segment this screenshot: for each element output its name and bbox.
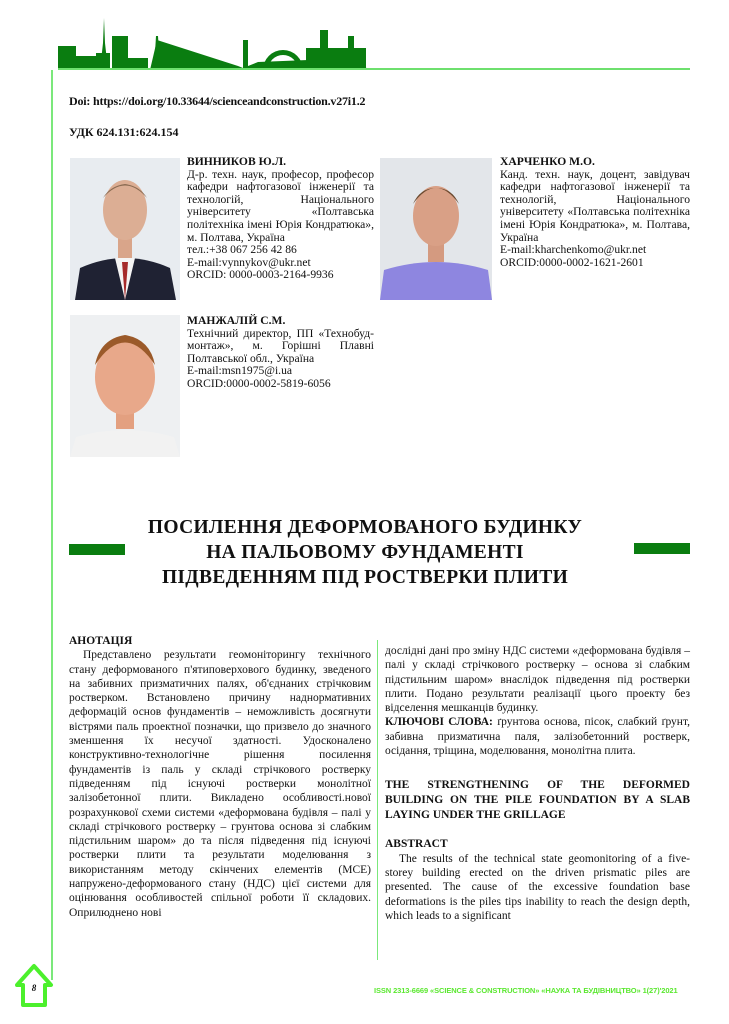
title-accent-bar-right xyxy=(634,543,690,554)
journal-footer: ISSN 2313-6669 «SCIENCE & CONSTRUCTION» «НАУКА ТА БУДІВНИЦТВО» 1(27)'2021 xyxy=(374,986,678,995)
title-line: НА ПАЛЬОВОМУ ФУНДАМЕНТІ xyxy=(206,542,524,563)
annotation-text: Представлено результати геомоніторингу технічного стану деформованого п'ятиповерхового будинку, зведеного на забивних призматичних палях, об'єднаних стрічковим ростверком. Встановлено причину наднормативних деформацій основ фундаментів – неможливість досягнути вістрями паль проектної позначки, що призвело до значного зменшення їх несучої здатності. Удосконалено конструктивно-технологічне рішення посилення фундаментів із паль у складі стрічкового ростверку підведенням під існуючі ростверки монолітної залізобетонної плити. Викладено особливості.нової розрахункової схеми системи «деформована будівля – палі у складі стрічкового ростверку – грунтова основа зі слабким підстильним шаром» до та після підведення під існуючі ростверки плити та результати моделювання з використанням методу скінчених елементів (МСЕ) напружено-деформованого стану (НДС) цієї системи для оцінювання особливостей спільної роботи її складових. Оприлюднено нові xyxy=(69,649,371,919)
author-name: МАНЖАЛІЙ С.М. xyxy=(187,314,286,327)
author-orcid[interactable]: ORCID:0000-0002-1621-2601 xyxy=(500,255,644,269)
author-phone: тел.:+38 067 256 42 86 xyxy=(187,243,297,257)
author-orcid[interactable]: ORCID: 0000-0003-2164-9936 xyxy=(187,268,334,282)
doi-link[interactable]: Doi: https://doi.org/10.33644/scienceandconstruction.v27i1.2 xyxy=(69,94,366,108)
author-card-vynnykov xyxy=(187,156,374,282)
header-rule xyxy=(58,68,690,70)
author-affiliation: Д-р. техн. наук, професор, професор кафедри нафтогазової інженерії та технологій, Національного університету «Полтавська політехніка імені Юрія Кондратюка», м. Полтава, Україна xyxy=(187,167,374,244)
annotation-column-1 xyxy=(69,634,371,920)
author-orcid[interactable]: ORCID:0000-0002-5819-6056 xyxy=(187,376,331,390)
article-title xyxy=(100,515,630,590)
author-card-kharchenko xyxy=(500,156,690,269)
udk-code: УДК 624.131:624.154 xyxy=(69,125,179,139)
abstract-text: The results of the technical state geomonitoring of a five-storey building erected on the driven prismatic piles are presented. The cause of the excessive foundation base deformations is the piles tips inability to reach the design depth, which leads to a significant xyxy=(385,852,690,922)
keywords-label: КЛЮЧОВІ СЛОВА: xyxy=(385,716,493,729)
left-margin-rule xyxy=(51,70,53,980)
author-affiliation: Технічний директор, ПП «Технобуд-монтаж», м. Горішні Плавні Полтавської обл., Україна xyxy=(187,326,374,365)
author-photo-kharchenko xyxy=(380,158,492,300)
author-photo-manzhalii xyxy=(70,315,180,457)
annotation-heading: АНОТАЦІЯ xyxy=(69,635,133,647)
author-photo-vynnykov xyxy=(70,158,180,300)
keywords-text: ґрунтова основа, пісок, слабкий ґрунт, забивна призматична паля, залізобетонний ростверк, осідання, тріщина, моделювання, монолітна плита. xyxy=(385,716,690,758)
keywords xyxy=(385,715,690,758)
author-card-manzhalii xyxy=(187,315,374,391)
english-title: THE STRENGTHENING OF THE DEFORMED BUILDING ON THE PILE FOUNDATION BY A SLAB LAYING UNDER THE GRILLAGE xyxy=(385,779,690,822)
author-email[interactable]: E-mail:msn1975@i.ua xyxy=(187,364,293,378)
author-email[interactable]: E-mail:vynnykov@ukr.net xyxy=(187,255,311,269)
author-name: ВИННИКОВ Ю.Л. xyxy=(187,155,287,168)
column-divider xyxy=(377,640,378,960)
title-line: ПІДВЕДЕННЯМ ПІД РОСТВЕРКИ ПЛИТИ xyxy=(161,567,569,588)
abstract-heading: ABSTRACT xyxy=(385,838,448,851)
annotation-text-continued: дослідні дані про зміну НДС системи «деформована будівля – палі у складі стрічкового ростверку – основа зі слабким підстильним шаром» внаслідок підведення під ростверки плити. Подано результати реалізації цього проекту без відселення мешканців будинку. xyxy=(385,645,690,715)
author-name: ХАРЧЕНКО М.О. xyxy=(500,155,595,168)
annotation-column-2 xyxy=(385,644,690,923)
title-line: ПОСИЛЕННЯ ДЕФОРМОВАНОГО БУДИНКУ xyxy=(147,517,583,538)
author-affiliation: Канд. техн. наук, доцент, завідувач кафедри нафтогазової інженерії та технологій, Національного університету «Полтавська політехніка імені Юрія Кондратюка», м. Полтава, Україна xyxy=(500,167,690,244)
page-number: 8 xyxy=(31,983,37,993)
city-skyline-logo xyxy=(58,8,368,70)
author-email[interactable]: E-mail:kharchenkomo@ukr.net xyxy=(500,243,647,257)
